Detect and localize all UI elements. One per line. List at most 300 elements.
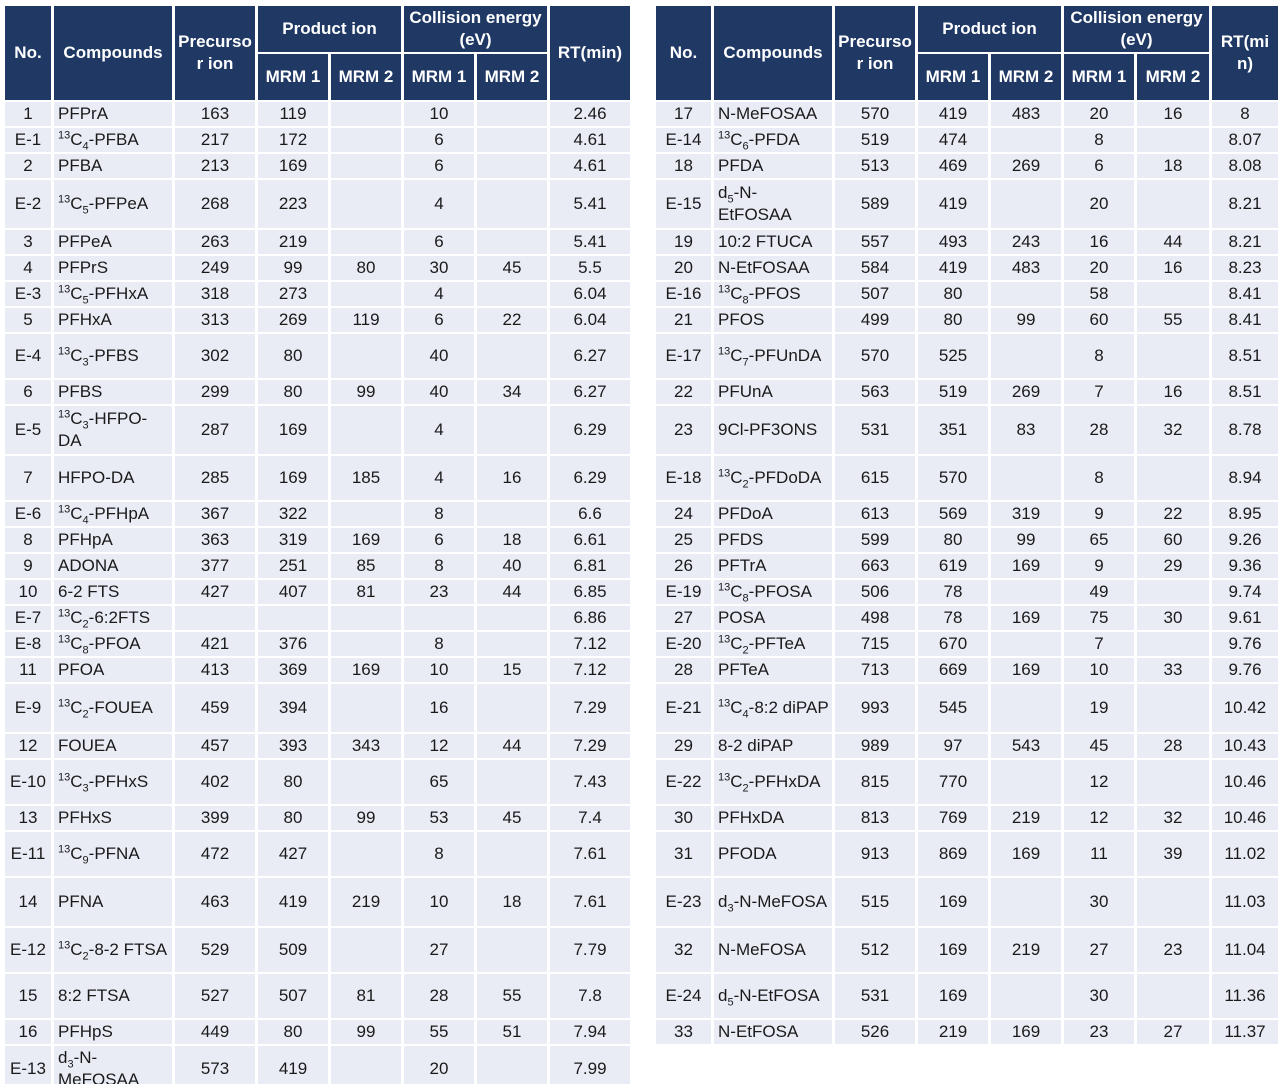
cell-rt: 7.43 (550, 760, 630, 804)
cell-product-mrm2 (331, 632, 401, 656)
cell-compound (714, 456, 832, 500)
cell-ce-mrm2 (477, 928, 547, 972)
compound-name: PFPrA (58, 104, 109, 123)
compound-name: C (70, 346, 83, 365)
cell-rt: 8.21 (1212, 180, 1278, 228)
cell-product-mrm2 (991, 180, 1061, 228)
cell-no: E-17 (656, 334, 711, 378)
cell-rt: 7.8 (550, 974, 630, 1018)
cell-product-mrm1: 219 (258, 230, 328, 254)
isotope-superscript: 13 (58, 503, 71, 516)
cell-ce-mrm2: 16 (1137, 256, 1209, 280)
cell-product-mrm1: 419 (918, 180, 988, 228)
cell-compound (54, 878, 172, 926)
cell-product-mrm1: 507 (258, 974, 328, 1018)
cell-product-mrm2: 99 (331, 806, 401, 830)
atom-count-subscript: 8 (82, 644, 89, 656)
compound-name: PFHxA (58, 310, 112, 329)
cell-compound (54, 406, 172, 454)
cell-no: E-16 (656, 282, 711, 306)
compound-name: C (70, 772, 83, 791)
cell-ce-mrm2: 32 (1137, 806, 1209, 830)
cell-precursor-ion: 507 (835, 282, 915, 306)
table-row (656, 684, 1278, 732)
header-precursor-ion: Precursor ion (175, 6, 255, 100)
cell-no: E-11 (5, 832, 51, 876)
cell-ce-mrm1: 55 (404, 1020, 474, 1044)
compound-name-suffix: -PFHpA (88, 504, 150, 523)
cell-no: 22 (656, 380, 711, 404)
cell-compound (714, 806, 832, 830)
table-row (5, 456, 630, 500)
cell-product-mrm1: 251 (258, 554, 328, 578)
atom-count-subscript: 2 (742, 644, 749, 656)
cell-compound (714, 760, 832, 804)
compound-name: C (70, 194, 83, 213)
table-row (5, 102, 630, 126)
cell-ce-mrm2 (477, 502, 547, 526)
cell-compound (54, 128, 172, 152)
cell-rt: 6.29 (550, 406, 630, 454)
cell-ce-mrm1: 8 (404, 832, 474, 876)
table-row (656, 528, 1278, 552)
cell-product-mrm2 (991, 334, 1061, 378)
cell-no: E-15 (656, 180, 711, 228)
cell-product-mrm1: 80 (918, 528, 988, 552)
table-row (5, 878, 630, 926)
cell-product-mrm2: 83 (991, 406, 1061, 454)
cell-product-mrm1: 619 (918, 554, 988, 578)
table-row (656, 606, 1278, 630)
cell-compound (54, 282, 172, 306)
cell-product-mrm2: 269 (991, 154, 1061, 178)
cell-ce-mrm2 (477, 334, 547, 378)
compound-name-suffix: -PFBS (88, 346, 139, 365)
table-row (656, 878, 1278, 926)
cell-product-mrm1: 223 (258, 180, 328, 228)
cell-rt: 11.04 (1212, 928, 1278, 972)
atom-count-subscript: 6 (742, 140, 749, 152)
compound-name: d (58, 1048, 68, 1067)
cell-no: 6 (5, 380, 51, 404)
cell-product-mrm1: 78 (918, 580, 988, 604)
cell-ce-mrm2 (1137, 580, 1209, 604)
cell-no: E-10 (5, 760, 51, 804)
cell-precursor-ion: 299 (175, 380, 255, 404)
cell-ce-mrm2: 55 (477, 974, 547, 1018)
cell-ce-mrm2 (477, 282, 547, 306)
table-row (5, 734, 630, 758)
cell-ce-mrm2 (1137, 684, 1209, 732)
header-product-mrm1: MRM 1 (258, 54, 328, 100)
cell-no: E-8 (5, 632, 51, 656)
compound-name: PFBS (58, 382, 103, 401)
table-row (5, 380, 630, 404)
cell-product-mrm1: 407 (258, 580, 328, 604)
cell-rt: 8.21 (1212, 230, 1278, 254)
cell-ce-mrm1: 12 (404, 734, 474, 758)
compound-name: C (730, 468, 743, 487)
compound-name: C (730, 346, 743, 365)
cell-ce-mrm1: 23 (404, 580, 474, 604)
cell-product-mrm1: 80 (258, 380, 328, 404)
table-row (5, 606, 630, 630)
cell-ce-mrm2: 51 (477, 1020, 547, 1044)
header-collision-energy: Collision energy(eV) (1064, 6, 1209, 52)
compound-name: C (70, 698, 83, 717)
cell-compound (714, 1020, 832, 1044)
table-row (5, 406, 630, 454)
isotope-superscript: 13 (58, 771, 71, 784)
cell-no: 13 (5, 806, 51, 830)
compound-name: N-EtFOSA (718, 1022, 799, 1041)
cell-compound (714, 154, 832, 178)
compound-name: PFDS (718, 530, 764, 549)
cell-rt: 6.04 (550, 282, 630, 306)
cell-ce-mrm2: 55 (1137, 308, 1209, 332)
table-row (5, 128, 630, 152)
cell-compound (714, 632, 832, 656)
cell-rt: 8.41 (1212, 282, 1278, 306)
cell-ce-mrm2 (477, 606, 547, 630)
compound-name: FOUEA (58, 736, 117, 755)
cell-product-mrm1: 869 (918, 832, 988, 876)
cell-ce-mrm1: 30 (404, 256, 474, 280)
cell-product-mrm2: 99 (331, 380, 401, 404)
cell-no: E-24 (656, 974, 711, 1018)
cell-compound (54, 1046, 172, 1084)
atom-count-subscript: 4 (82, 140, 89, 152)
cell-rt: 6.85 (550, 580, 630, 604)
cell-product-mrm1: 80 (258, 760, 328, 804)
table-row (5, 632, 630, 656)
header-product-ion: Product ion (258, 6, 401, 52)
isotope-superscript: 13 (718, 283, 731, 296)
table-row (5, 1020, 630, 1044)
cell-precursor-ion: 913 (835, 832, 915, 876)
mrm-table-left (2, 4, 633, 1084)
isotope-superscript: 13 (58, 633, 71, 646)
cell-no: 4 (5, 256, 51, 280)
cell-precursor-ion: 421 (175, 632, 255, 656)
compound-name-suffix: -PFNA (88, 844, 140, 863)
cell-product-mrm2: 269 (991, 380, 1061, 404)
cell-product-mrm2 (331, 128, 401, 152)
cell-ce-mrm1: 16 (1064, 230, 1134, 254)
cell-rt: 10.46 (1212, 806, 1278, 830)
cell-ce-mrm2: 33 (1137, 658, 1209, 682)
cell-no: 20 (656, 256, 711, 280)
cell-ce-mrm2: 15 (477, 658, 547, 682)
isotope-superscript: 13 (718, 581, 731, 594)
isotope-superscript: 13 (718, 467, 731, 480)
compound-name: 6-2 FTS (58, 582, 120, 601)
cell-rt: 6.27 (550, 334, 630, 378)
cell-no: E-23 (656, 878, 711, 926)
compound-name: N-MeFOSA (718, 940, 806, 959)
cell-product-mrm2 (991, 456, 1061, 500)
compound-name-suffix: -PFHxS (88, 772, 149, 791)
table-row (656, 580, 1278, 604)
compound-name: C (730, 634, 743, 653)
cell-product-mrm2: 99 (991, 528, 1061, 552)
table-row (656, 282, 1278, 306)
cell-rt: 7.29 (550, 734, 630, 758)
cell-rt: 8 (1212, 102, 1278, 126)
cell-product-mrm1: 369 (258, 658, 328, 682)
header-precursor-ion: Precursor ion (835, 6, 915, 100)
table-row (656, 974, 1278, 1018)
cell-rt: 6.04 (550, 308, 630, 332)
cell-precursor-ion: 613 (835, 502, 915, 526)
cell-product-mrm1: 80 (258, 334, 328, 378)
cell-product-mrm2 (331, 334, 401, 378)
cell-precursor-ion: 813 (835, 806, 915, 830)
cell-compound (54, 684, 172, 732)
header-ce-mrm1: MRM 1 (404, 54, 474, 100)
cell-rt: 11.02 (1212, 832, 1278, 876)
cell-product-mrm2: 169 (991, 1020, 1061, 1044)
cell-precursor-ion: 313 (175, 308, 255, 332)
cell-compound (54, 308, 172, 332)
cell-no: 31 (656, 832, 711, 876)
cell-ce-mrm2 (477, 760, 547, 804)
cell-ce-mrm1: 53 (404, 806, 474, 830)
cell-ce-mrm1: 10 (1064, 658, 1134, 682)
cell-compound (54, 580, 172, 604)
cell-compound (714, 658, 832, 682)
cell-ce-mrm2 (477, 832, 547, 876)
cell-precursor-ion: 367 (175, 502, 255, 526)
compound-name-suffix: -6:2FTS (88, 608, 151, 627)
cell-ce-mrm2 (1137, 632, 1209, 656)
compound-name-suffix: -N-MeFOSAA (58, 1048, 140, 1084)
cell-product-mrm1: 273 (258, 282, 328, 306)
cell-no: 29 (656, 734, 711, 758)
cell-product-mrm2 (331, 230, 401, 254)
cell-ce-mrm2 (477, 230, 547, 254)
cell-product-mrm2: 185 (331, 456, 401, 500)
cell-product-mrm1: 525 (918, 334, 988, 378)
table-row (656, 308, 1278, 332)
cell-product-mrm2: 80 (331, 256, 401, 280)
compound-name-suffix: -N-MeFOSA (733, 892, 828, 911)
cell-ce-mrm1: 4 (404, 282, 474, 306)
cell-rt: 11.03 (1212, 878, 1278, 926)
cell-rt: 8.41 (1212, 308, 1278, 332)
cell-product-mrm1: 570 (918, 456, 988, 500)
isotope-superscript: 13 (718, 633, 731, 646)
compound-name: d (718, 986, 728, 1005)
compound-name: 8:2 FTSA (58, 986, 130, 1005)
cell-no: E-9 (5, 684, 51, 732)
header-compounds: Compounds (714, 6, 832, 100)
atom-count-subscript: 8 (742, 294, 749, 306)
header-ce-mrm2: MRM 2 (1137, 54, 1209, 100)
compound-name: C (70, 130, 83, 149)
table-body-right (656, 102, 1278, 1044)
compound-name-suffix: -FOUEA (88, 698, 153, 717)
cell-no: 7 (5, 456, 51, 500)
cell-precursor-ion: 472 (175, 832, 255, 876)
compound-name: N-MeFOSAA (718, 104, 818, 123)
cell-product-mrm1: 319 (258, 528, 328, 552)
cell-ce-mrm2 (477, 128, 547, 152)
cell-no: E-2 (5, 180, 51, 228)
cell-compound (54, 380, 172, 404)
table-row (5, 256, 630, 280)
cell-rt: 4.61 (550, 154, 630, 178)
cell-rt: 8.08 (1212, 154, 1278, 178)
cell-no: 23 (656, 406, 711, 454)
mrm-table-right (653, 4, 1281, 1046)
cell-rt: 10.43 (1212, 734, 1278, 758)
cell-product-mrm1: 80 (918, 282, 988, 306)
cell-no: 19 (656, 230, 711, 254)
cell-precursor-ion: 449 (175, 1020, 255, 1044)
table-row (5, 554, 630, 578)
cell-precursor-ion: 249 (175, 256, 255, 280)
compound-name: N-EtFOSAA (718, 258, 810, 277)
cell-rt: 6.86 (550, 606, 630, 630)
cell-product-mrm2: 219 (991, 928, 1061, 972)
table-row (656, 658, 1278, 682)
cell-precursor-ion: 318 (175, 282, 255, 306)
cell-precursor-ion: 163 (175, 102, 255, 126)
cell-ce-mrm2 (477, 154, 547, 178)
cell-compound (54, 154, 172, 178)
compound-name-suffix: -PFHxDA (748, 772, 821, 791)
cell-ce-mrm1: 45 (1064, 734, 1134, 758)
compound-name: ADONA (58, 556, 119, 575)
cell-product-mrm1: 376 (258, 632, 328, 656)
cell-compound (54, 502, 172, 526)
cell-product-mrm1: 78 (918, 606, 988, 630)
cell-ce-mrm2: 40 (477, 554, 547, 578)
compound-name-suffix: -HFPO-DA (58, 409, 148, 450)
cell-precursor-ion: 413 (175, 658, 255, 682)
cell-ce-mrm2: 18 (1137, 154, 1209, 178)
cell-product-mrm1: 169 (918, 928, 988, 972)
cell-rt: 11.36 (1212, 974, 1278, 1018)
atom-count-subscript: 5 (82, 294, 89, 306)
cell-ce-mrm2 (477, 180, 547, 228)
cell-precursor-ion: 815 (835, 760, 915, 804)
cell-product-mrm2: 81 (331, 580, 401, 604)
cell-compound (714, 308, 832, 332)
compound-name-suffix: -PFBA (88, 130, 139, 149)
cell-compound (714, 380, 832, 404)
cell-rt: 7.94 (550, 1020, 630, 1044)
cell-no: E-22 (656, 760, 711, 804)
compound-name: PFHxDA (718, 808, 785, 827)
cell-compound (714, 832, 832, 876)
cell-ce-mrm2 (1137, 128, 1209, 152)
isotope-superscript: 13 (58, 193, 71, 206)
cell-precursor-ion: 570 (835, 334, 915, 378)
header-compounds: Compounds (54, 6, 172, 100)
compound-name-suffix: -PFDA (748, 130, 800, 149)
cell-rt: 5.41 (550, 230, 630, 254)
cell-product-mrm1: 119 (258, 102, 328, 126)
cell-product-mrm2: 169 (331, 658, 401, 682)
cell-product-mrm2: 119 (331, 308, 401, 332)
cell-rt: 6.61 (550, 528, 630, 552)
cell-product-mrm2 (331, 102, 401, 126)
atom-count-subscript: 5 (727, 193, 734, 206)
compound-name-suffix: -PFOA (88, 634, 141, 653)
cell-no: 14 (5, 878, 51, 926)
cell-product-mrm1: 169 (918, 878, 988, 926)
cell-compound (54, 832, 172, 876)
cell-product-mrm1: 393 (258, 734, 328, 758)
cell-precursor-ion: 715 (835, 632, 915, 656)
cell-product-mrm2 (991, 760, 1061, 804)
compound-name: d (718, 892, 728, 911)
cell-compound (714, 406, 832, 454)
cell-ce-mrm1: 10 (404, 878, 474, 926)
cell-product-mrm1: 169 (258, 456, 328, 500)
isotope-superscript: 13 (718, 771, 731, 784)
compound-name: 9Cl-PF3ONS (718, 420, 818, 439)
cell-rt: 7.29 (550, 684, 630, 732)
cell-rt: 8.94 (1212, 456, 1278, 500)
cell-rt: 9.36 (1212, 554, 1278, 578)
table-row (5, 154, 630, 178)
cell-no: E-3 (5, 282, 51, 306)
cell-no: 3 (5, 230, 51, 254)
atom-count-subscript: 2 (82, 950, 89, 963)
cell-ce-mrm1: 28 (1064, 406, 1134, 454)
atom-count-subscript: 3 (82, 782, 89, 795)
table-row (5, 806, 630, 830)
cell-product-mrm1: 419 (258, 1046, 328, 1084)
cell-product-mrm1: 669 (918, 658, 988, 682)
cell-compound (714, 502, 832, 526)
cell-product-mrm1: 670 (918, 632, 988, 656)
cell-product-mrm1: 269 (258, 308, 328, 332)
table-row (656, 456, 1278, 500)
header-ce-mrm2: MRM 2 (477, 54, 547, 100)
cell-ce-mrm2: 39 (1137, 832, 1209, 876)
table-row (5, 832, 630, 876)
cell-no: 30 (656, 806, 711, 830)
cell-product-mrm2 (331, 1046, 401, 1084)
compound-name: C (730, 772, 743, 791)
cell-no: 16 (5, 1020, 51, 1044)
cell-no: 5 (5, 308, 51, 332)
cell-ce-mrm2: 44 (1137, 230, 1209, 254)
compound-name-suffix: -PFUnDA (748, 346, 822, 365)
cell-ce-mrm2: 16 (1137, 102, 1209, 126)
cell-rt: 8.07 (1212, 128, 1278, 152)
cell-compound (54, 102, 172, 126)
cell-precursor-ion: 527 (175, 974, 255, 1018)
cell-product-mrm1: 545 (918, 684, 988, 732)
cell-rt: 6.29 (550, 456, 630, 500)
cell-compound (54, 734, 172, 758)
cell-rt: 8.95 (1212, 502, 1278, 526)
cell-compound (54, 606, 172, 630)
cell-precursor-ion: 285 (175, 456, 255, 500)
table-row (5, 580, 630, 604)
cell-product-mrm2: 99 (991, 308, 1061, 332)
cell-no: 33 (656, 1020, 711, 1044)
cell-ce-mrm1: 20 (1064, 102, 1134, 126)
cell-product-mrm1: 493 (918, 230, 988, 254)
cell-no: 27 (656, 606, 711, 630)
cell-compound (54, 456, 172, 500)
